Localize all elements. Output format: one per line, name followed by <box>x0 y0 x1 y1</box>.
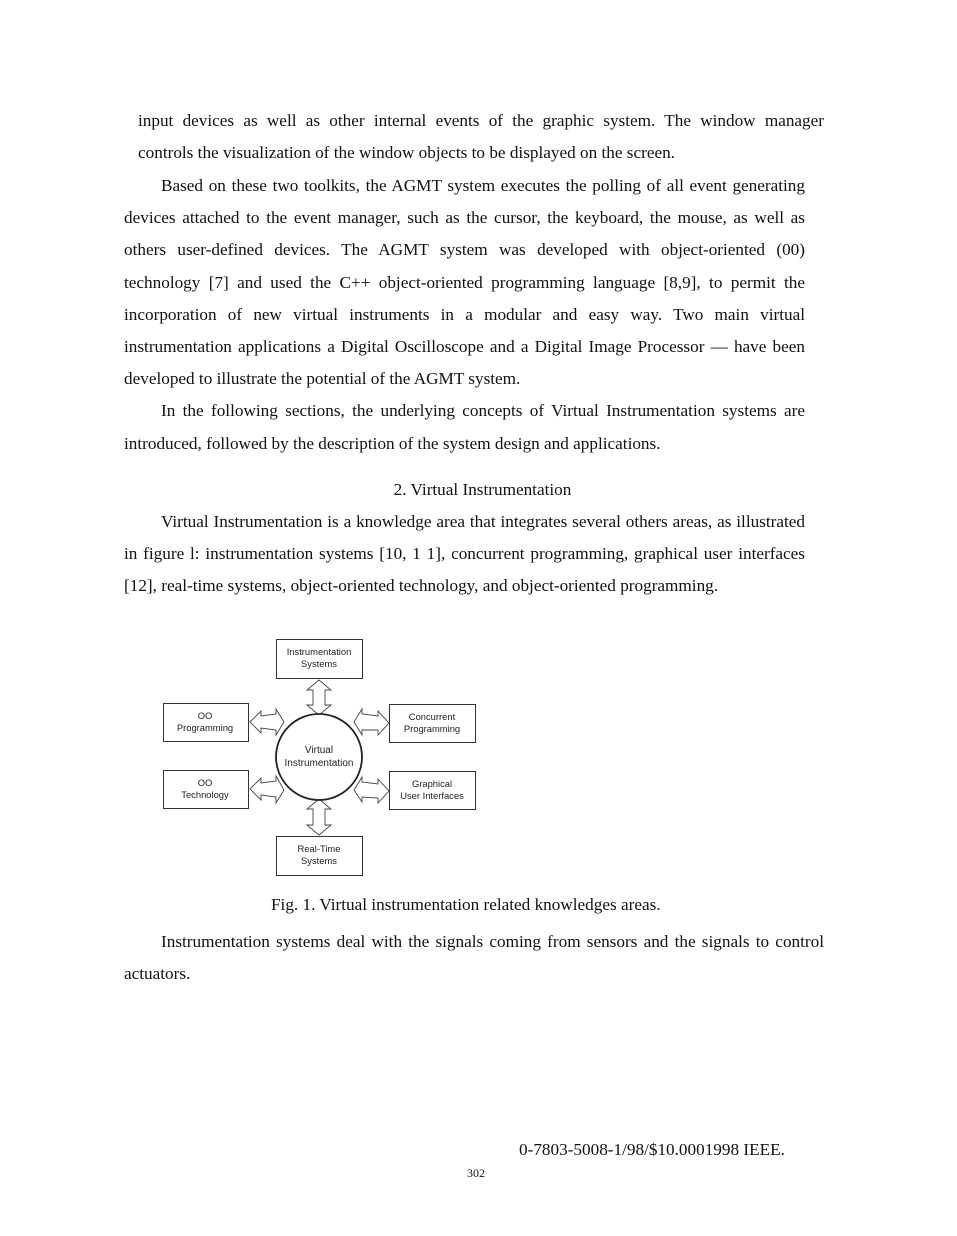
center-circle <box>276 714 362 800</box>
section-heading <box>0 479 957 501</box>
figure-caption: Fig. 1. Virtual instrumentation related knowledges areas. <box>271 895 661 914</box>
body-text-line: controls the visualization of the window objects to be displayed on the screen. <box>138 143 675 162</box>
double-arrow-icon <box>354 709 389 735</box>
double-arrow-icon <box>307 680 331 715</box>
box-label: Real-Time <box>297 843 341 854</box>
section-paragraphs <box>124 506 805 603</box>
box-label: Programming <box>176 722 234 733</box>
paragraph: Based on these two toolkits, the AGMT system executes the polling of all event generating devices attached to the event manager, such as the cursor, the keyboard, the mouse, as well as others user-defined devices. The AGMT system was developed with object-oriented (00) technology [7] and used the C++ object-oriented programming language [8,9], to permit the incorporation of new virtual instruments in a modular and easy way. Two main virtual instrumentation applications a Digital Oscilloscope and a Digital Image Processor — have been developed to illustrate the potential of the AGMT system. <box>124 176 805 389</box>
double-arrow-icon <box>354 777 389 803</box>
paragraph: In the following sections, the underlying concepts of Virtual Instrumentation systems are introduced, followed by the description of the system design and applications. <box>124 401 805 453</box>
after-figure-paragraphs <box>124 926 824 990</box>
double-arrow-icon <box>250 709 284 735</box>
copyright-code: 0-7803-5008-1/98/$10.0001998 IEEE. <box>519 1140 785 1159</box>
intro-paragraphs <box>124 170 805 460</box>
box-label: Programming <box>403 723 461 734</box>
box-label: User Interfaces <box>400 790 464 801</box>
center-label: Instrumentation <box>284 758 354 769</box>
box-label: OO <box>197 777 213 788</box>
paragraph: Instrumentation systems deal with the signals coming from sensors and the signals to control actuators. <box>124 932 824 984</box>
section-heading-text: 2. Virtual Instrumentation <box>393 480 572 499</box>
box-label: Systems <box>301 658 337 669</box>
box-label: Instrumentation <box>286 646 352 657</box>
figure-1-diagram <box>150 630 490 885</box>
box-label: Concurrent <box>408 711 456 722</box>
double-arrow-icon <box>307 799 331 835</box>
center-label: Virtual <box>304 745 334 756</box>
page-number: 302 <box>467 1166 485 1180</box>
box-label: Systems <box>301 855 337 866</box>
box-label: OO <box>197 710 213 721</box>
body-text-line: input devices as well as other internal events of the graphic system. The window manager <box>138 111 824 130</box>
paragraph: Virtual Instrumentation is a knowledge area that integrates several others areas, as illustrated in figure l: instrumentation systems [10, 1 1], concurrent programming, graphical user interfaces [12], real-time systems, object-oriented technology, and object-oriented programming. <box>124 512 805 596</box>
box-label: Technology <box>181 789 229 800</box>
double-arrow-icon <box>250 776 284 803</box>
box-label: Graphical <box>411 778 453 789</box>
